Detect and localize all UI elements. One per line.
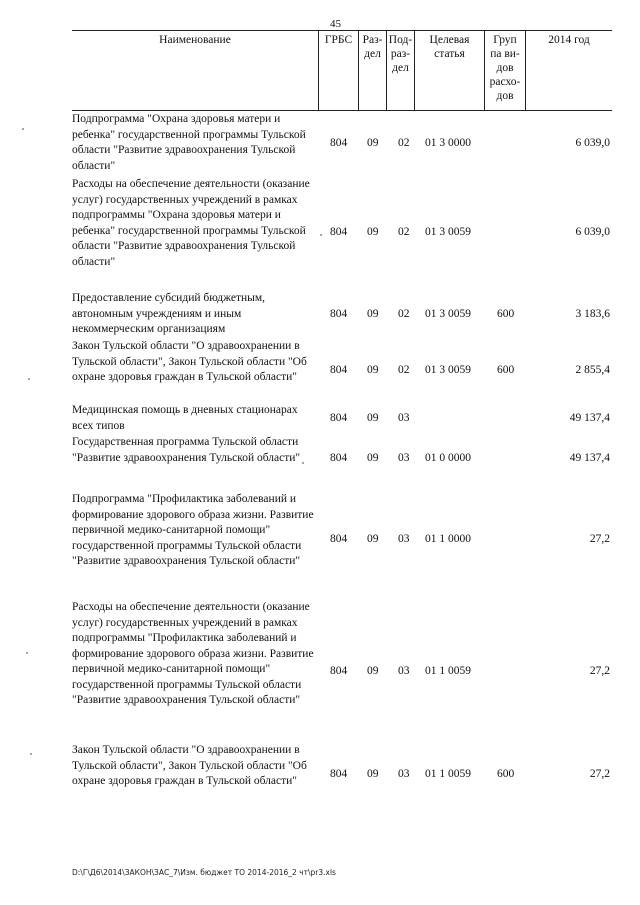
scan-speck [30,753,32,755]
row-name: Медицинская помощь в дневных стационарах всех типов [72,404,298,432]
scan-speck [28,378,30,380]
row-razdel: 09 [367,412,379,424]
row-sum: 2 855,4 [575,364,610,376]
row-sum: 27,2 [589,665,610,677]
row-razdel: 09 [367,533,379,545]
header-top-border [72,30,612,31]
scan-speck [320,234,322,236]
row-statya: 01 0 0000 [425,452,471,464]
row-podrazdel: 03 [398,533,410,545]
scan-speck [26,652,28,654]
row-razdel: 09 [367,308,379,320]
scan-speck [302,462,304,464]
column-header-grbs: ГРБС [324,34,353,46]
row-grbs: 804 [330,452,348,464]
row-razdel: 09 [367,452,379,464]
row-sum: 49 137,4 [569,452,610,464]
row-razdel: 09 [367,137,379,149]
column-header-year: 2014 год [548,34,590,46]
header-bottom-border [72,110,612,111]
column-header-vid: Груп па ви- дов расхо- дов [489,34,521,102]
row-sum: 6 039,0 [575,137,610,149]
row-podrazdel: 02 [398,308,410,320]
row-statya: 01 3 0000 [425,137,471,149]
row-statya: 01 3 0059 [425,226,471,238]
row-sum: 49 137,4 [569,412,610,424]
column-header-statya: Целевая статья [429,34,470,60]
row-statya: 01 3 0059 [425,364,471,376]
row-name: Государственная программа Тульской области "Развитие здравоохранения Тульской области" [72,436,301,464]
row-name: Расходы на обеспечение деятельности (оказание услуг) государственных учреждений в рамках подпрограммы "Охрана здоровья матери и ребенка" государственной программы Тульской области "Развитие здравоохранения Тульской области" [72,178,310,268]
row-name: Закон Тульской области "О здравоохранении в Тульской области", Закон Тульской области "Об охране здоровья граждан в Тульской области" [72,744,307,787]
row-grbs: 804 [330,137,348,149]
row-vid: 600 [497,364,515,376]
row-razdel: 09 [367,768,379,780]
row-sum: 3 183,6 [575,308,610,320]
row-podrazdel: 03 [398,452,410,464]
row-razdel: 09 [367,226,379,238]
row-statya: 01 1 0059 [425,665,471,677]
row-statya: 01 1 0059 [425,768,471,780]
row-grbs: 804 [330,226,348,238]
footer-file-path: D:\Г\Д6\2014\ЗАКОН\ЗАС_7\Изм. бюджет ТО 2014-2016_2 чт\pr3.xls [72,868,336,877]
scan-speck [22,128,24,130]
row-podrazdel: 02 [398,364,410,376]
row-grbs: 804 [330,768,348,780]
row-grbs: 804 [330,412,348,424]
row-grbs: 804 [330,665,348,677]
row-vid: 600 [497,768,515,780]
row-podrazdel: 03 [398,665,410,677]
row-statya: 01 3 0059 [425,308,471,320]
row-grbs: 804 [330,533,348,545]
row-sum: 27,2 [589,533,610,545]
row-vid: 600 [497,308,515,320]
row-name: Расходы на обеспечение деятельности (оказание услуг) государственных учреждений в рамках подпрограммы "Профилактика заболеваний и формирование здорового образа жизни. Развитие первичной медико-санитарной помощи" государственной программы Тульской области "Развитие здравоохранения Тульской области" [72,601,314,706]
row-podrazdel: 03 [398,768,410,780]
row-grbs: 804 [330,364,348,376]
row-sum: 6 039,0 [575,226,610,238]
row-podrazdel: 02 [398,137,410,149]
column-header-razdel: Раз- дел [362,34,383,60]
row-sum: 27,2 [589,768,610,780]
page-number: 45 [330,18,341,30]
row-grbs: 804 [330,308,348,320]
row-name: Подпрограмма "Охрана здоровья матери и ребенка" государственной программы Тульской области "Развитие здравоохранения Тульской области" [72,113,306,172]
row-razdel: 09 [367,665,379,677]
row-name: Закон Тульской области "О здравоохранении в Тульской области", Закон Тульской области "Об охране здоровья граждан в Тульской области" [72,340,307,383]
row-razdel: 09 [367,364,379,376]
row-podrazdel: 03 [398,412,410,424]
row-statya: 01 1 0000 [425,533,471,545]
row-name: Предоставление субсидий бюджетным, автономным учреждениям и иным некоммерческим организациям [72,292,266,335]
column-header-podrazdel: Под- раз- дел [388,34,413,74]
row-name: Подпрограмма "Профилактика заболеваний и формирование здорового образа жизни. Развитие первичной медико-санитарной помощи" государственной программы Тульской области "Развитие здравоохранения Тульской области" [72,493,314,567]
column-header-name: Наименование [159,34,231,46]
row-podrazdel: 02 [398,226,410,238]
